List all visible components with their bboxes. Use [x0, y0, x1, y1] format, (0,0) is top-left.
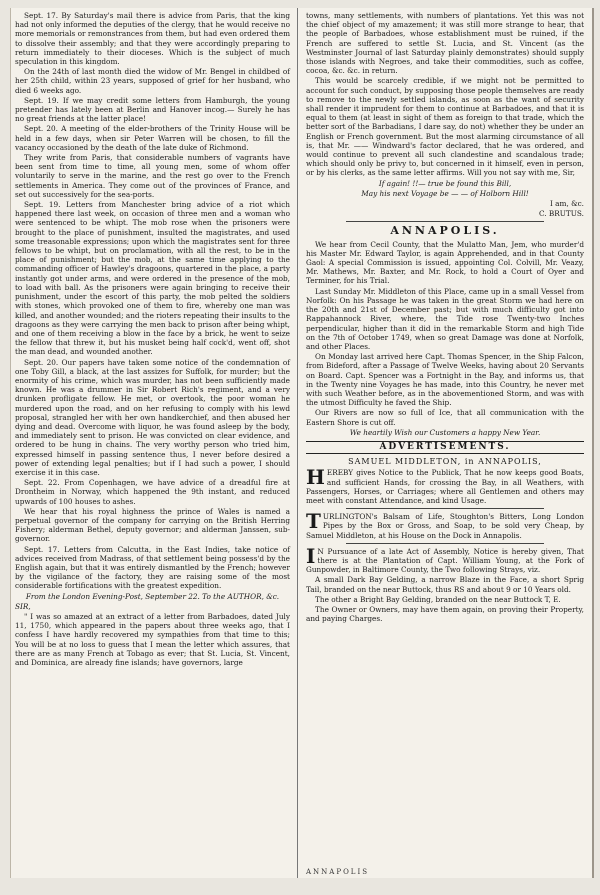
news-paragraph: Last Sunday Mr. Middleton of this Place, came up in a small Vessel from Norfolk: On his Passage he was taken in the great Storm we had here on the 20th and 21st of December past; but with much difficulty got into Rappahannock River, where, the Tide rose Twenty-two Inches perpendicular, higher than it did in the remarkable Storm and high Tide on the 7th of October 1749, when so great Damage was done at Norfolk, and other Places. [306, 286, 584, 351]
news-paragraph: Our Rivers are now so full of Ice, that all communication with the Eastern Shore is cut off. [306, 408, 584, 427]
news-paragraph: " I was so amazed at an extract of a letter from Barbadoes, dated July 11, 1750, which appeared in the papers about three weeks ago, that I confess I have hardly recovered my sympathies from that time to this; You will be at no loss to guess that I mean the letter which assures, that there are as many French at Tobago as ever; that St. Lucia, St. Vincent, and Dominica, are already fine islands; have governors, large [15, 612, 290, 668]
section-title: ANNAPOLIS. [390, 224, 500, 238]
column-rule [297, 8, 298, 878]
ad-divider [346, 543, 544, 544]
letter-paragraph: This would be scarcely credible, if we might not be permitted to account for such conduct, by supposing those people themselves are ready to remove to the newly settled islands, as soon as the want of security shall render it imprudent for them to continue at Barbadoes, and that it is equal to them (at least in sight of them as foreign to that trade, which the better sort of the Barbadians, I dare say, do not) whether they be under an English or French government. But the most alarming circumstance of all is, that Mr. —— Windward's factor declared, that he was ordered, and would continue to prevent all such clandestine and scandalous trade; which should only be privy to, but concerned in it himself, even in person, or by his clerks, as the same letter affirms. Will you not say with me, Sir, [306, 76, 584, 178]
news-paragraph: Sept. 17. Letters from Calcutta, in the East Indies, take notice of advices received from Madrass, of that settlement being possess'd by the English again, but that it was entirely dismantled by the French; however by the vigilance of the factory, they are raising some of the most considerable fortifications with the greatest expedition. [15, 544, 290, 591]
ad-paragraph [306, 595, 584, 604]
ad-paragraph [306, 465, 584, 505]
newspaper-page [10, 8, 594, 878]
ad-text: A small Dark Bay Gelding, a narrow Blaze in the Face, a short Sprig Tail, branded on the near Buttock, thus RS and about 9 or 10 Years old. [306, 575, 584, 594]
ad-paragraph [306, 509, 584, 540]
news-paragraph: Sept. 19. Letters from Manchester bring advice of a riot which happened there last week, on occasion of three men and a woman who were sentenced to be whipt. The mob rose when the prisoners were brought to the place of punishment, insulted the magistrates, and used some treasonable expressions; upon which the magistrates sent for three fellows to be whipt, but on proclamation, with all the rest, to be in the place of punishment; but the mob, at the same time applying to the commanding officer of Hawley's dragoons, quartered in the place, a party instantly got under arms, and were ordered in the presence of the mob, to load with ball. As the prisoners were again bringing to receive their punishment, under the escort of this party, the mob pelted the soldiers with stones, which provoked one of them to fire, whereby one man was killed, and another wounded; and the rioters repeating their insults to the dragoons as they were carrying the men back to prison after being whipt, and one of them receiving a blow in the face by a brick, he went to seize the fellow that threw it, but his musket being half cock'd, went off, shot the man dead, and wounded another. [15, 200, 290, 357]
ad-text: The Owner or Owners, may have them again, on proving their Property, and paying Charges. [306, 604, 584, 624]
annapolis-news [306, 240, 584, 437]
ad-paragraph [306, 543, 584, 575]
drop-cap: H [306, 465, 325, 490]
right-column [302, 8, 588, 878]
ad-text: EREBY gives Notice to the Publick, That he now keeps good Boats, and sufficient Hands, for crossing the Bay, in all Weathers, with Passengers, Horses, or Carriages; where all Gentlemen and others may meet with constant Attendance, and kind Usage. [306, 468, 584, 505]
ad-text: The other a Bright Bay Gelding, branded on the near Buttock T, E. [315, 594, 561, 604]
ad-text: N Pursuance of a late Act of Assembly, Notice is hereby given, That there is at the Plantation of Capt. William Young, at the Fork of Gunpowder, in Baltimore County, the Two following Strays, viz. [306, 546, 584, 575]
drop-cap: I [306, 543, 316, 568]
advertisements-title: ADVERTISEMENTS. [306, 441, 584, 454]
left-column [11, 8, 294, 878]
news-paragraph: They write from Paris, that considerable numbers of vagrants have been sent from time to time, all young men, some of whom offer voluntarily to serve in the marine, and the rest go over to the French settlements in America. They come out of the provinces of France, and set out successively for the sea-ports. [15, 153, 290, 199]
drop-cap: T [306, 509, 321, 534]
letter-paragraph: I am, &c. [549, 199, 584, 209]
letter-continuation [306, 11, 584, 218]
letter-paragraph: C. BRUTUS. [538, 209, 584, 219]
news-paragraph: Sept. 17. By Saturday's mail there is advice from Paris, that the king had not only informed the deputies of the clergy, that he would receive no more memorials or remonstrances from them, but had even ordered them to dissolve their assembly; and that they were accordingly preparing to return immediately to their dioceses. Which is the subject of much speculation in this kingdom. [15, 11, 290, 67]
news-paragraph: Sept. 20. Our papers have taken some notice of the condemnation of one Toby Gill, a black, at the last assizes for Suffolk, for murder; but the enormity of his crime, which was murder, has not been sufficiently made known. He was a drummer in Sir Robert Rich's regiment, and a very drunken profligate fellow. He met, or overtook, the poor woman he murdered upon the road, and on her refusing to comply with his lewd proposal, strangled her with her own handkerchief, and then abused her dying and dead. Overcome with liquor, he was found asleep by the body, and immediately sent to prison. He was convicted on clear evidence, and ordered to be hung in chains. The very worthy person who tried him, expressed himself in passing sentence thus, I never before desired a power of extending legal penalties; but if I had such a power, I should exercise it in this case. [15, 357, 290, 477]
ad-text: URLINGTON's Balsam of Life, Stoughton's Bitters, Long London Pipes by the Box or Gross, and Soap, to be sold very Cheap, by Samuel Middleton, at his House on the Dock in Annapolis. [306, 512, 584, 540]
news-paragraph: On the 24th of last month died the widow of Mr. Bengel in childbed of her 25th child, within 23 years, supposed of grief for her husband, who died 6 weeks ago. [15, 67, 290, 95]
letter-paragraph: towns, many settlements, with numbers of plantations. Yet this was not the chief object of my amazement; it was still more strange to hear, that the people of Barbadoes, whose establishment must be ruined, if the French are suffered to settle St. Lucia, and St. Vincent (as the Westminster Journal of last Saturday plainly demonstrates) should supply those islands with Negroes, and take their commodities, such as coffee, cocoa, &c. &c. in return. [306, 11, 584, 76]
ad-paragraph [306, 575, 584, 593]
footer-text: ANNAPOLIS [306, 868, 370, 876]
news-paragraph: Sept. 22. From Copenhagen, we have advice of a dreadful fire at Drontheim in Norway, which happened the 9th instant, and reduced upwards of 100 houses to ashes. [15, 478, 290, 506]
ad-divider [346, 508, 544, 509]
news-paragraph: On Monday last arrived here Capt. Thomas Spencer, in the Ship Falcon, from Bideford, after a Passage of Twelve Weeks, having about 20 Servants on Board. Capt. Spencer was a Fortnight in the Bay, and informs us, that in the Twenty nine Voyages he has made, into this Country, he never met with such Weather before, as in the abovementioned Storm, and was with the utmost Difficulty he faved the Ship. [306, 352, 584, 408]
letter-paragraph: If again! !!— true be found this Bill, [378, 178, 512, 188]
divider [346, 221, 544, 222]
news-paragraph: Sept. 19. If we may credit some letters from Hamburgh, the young pretender has lately been at Berlin and Hanover incog.— Surely he has no great friends at the latter place! [15, 95, 290, 124]
news-paragraph: We hear from Cecil County, that the Mulatto Man, Jem, who murder'd his Master Mr. Edward Taylor, is again Apprehended, and in that County Gaol: A special Commission is issued, appointing Col. Colvill, Mr. Veazy, Mr. Mathews, Mr. Baxter, and Mr. Rock, to hold a Court of Oyer and Terminer, for his Trial. [306, 239, 584, 286]
news-paragraph: SIR, [15, 601, 31, 611]
news-paragraph: Sept. 20. A meeting of the elder-brothers of the Trinity House will be held in a few days, when sir Peter Warren will be chosen, to fill the vacancy occasioned by the death of the late duke of Richmond. [15, 124, 290, 152]
news-paragraph: From the London Evening-Post, September 22. To the AUTHOR, &c. [25, 591, 280, 601]
ad-headline: SAMUEL MIDDLETON, in ANNAPOLIS, [348, 457, 542, 467]
news-paragraph: We heartily Wish our Customers a happy New Year. [349, 427, 541, 437]
news-paragraph: We hear that his royal highness the prince of Wales is named a perpetual governor of the company for carrying on the British Herring Fishery; alderman Bethel, deputy governor; and alderman Janssen, sub-governor. [15, 506, 290, 544]
advertisements [306, 457, 584, 623]
ad-paragraph [306, 605, 584, 623]
letter-paragraph: May his next Voyage be — — of Holborn Hill! [361, 188, 529, 198]
